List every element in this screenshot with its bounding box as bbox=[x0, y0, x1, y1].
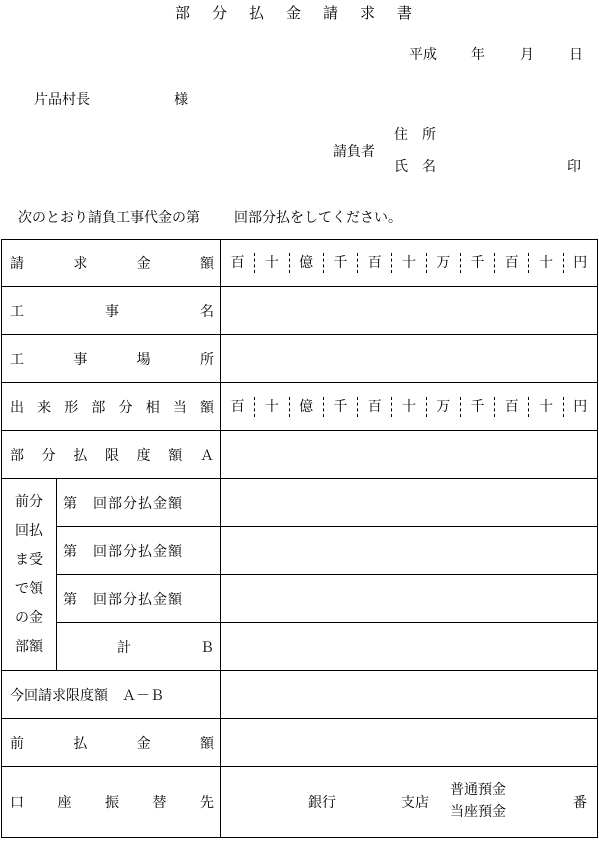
digit-box[interactable]: 十 bbox=[528, 397, 562, 417]
received-item-label bbox=[57, 493, 220, 513]
label-char: 相 bbox=[145, 399, 160, 416]
label-char: Ａ bbox=[199, 447, 214, 464]
intro-text bbox=[18, 207, 402, 227]
digit-box[interactable]: 百 bbox=[357, 253, 391, 273]
label-char: 工 bbox=[10, 351, 24, 368]
digit-boxes-units bbox=[221, 397, 597, 417]
digit-box[interactable]: 万 bbox=[426, 253, 460, 273]
subtotal-letter: Ｂ bbox=[200, 639, 214, 656]
address-label: 住所 bbox=[394, 127, 450, 143]
label-char: 口 bbox=[10, 795, 24, 811]
row-work-name bbox=[2, 287, 598, 335]
amount-completed[interactable] bbox=[221, 383, 598, 431]
label-char: 金 bbox=[136, 256, 151, 272]
received-group-text bbox=[2, 488, 56, 662]
row-transfer bbox=[2, 767, 598, 838]
group-label-line: 回払 bbox=[15, 522, 43, 539]
field-work-site[interactable] bbox=[221, 335, 598, 383]
digit-box[interactable]: 百 bbox=[230, 255, 245, 271]
field-bank-account[interactable] bbox=[221, 767, 598, 838]
amount-received-1[interactable] bbox=[221, 479, 598, 527]
subtotal-label-wrap bbox=[57, 637, 220, 657]
amount-received-2[interactable] bbox=[221, 527, 598, 575]
contractor-label: 請負者 bbox=[333, 144, 375, 160]
digit-box[interactable]: 十 bbox=[528, 253, 562, 273]
label-char: 出 bbox=[10, 399, 24, 416]
row-advance bbox=[2, 719, 598, 767]
digit-box[interactable]: 円 bbox=[563, 253, 597, 273]
ordinary-deposit-label: 普通預金 bbox=[450, 782, 506, 798]
field-work-name[interactable] bbox=[221, 287, 598, 335]
label-char: 先 bbox=[200, 795, 214, 811]
label-char: 部 bbox=[91, 399, 106, 416]
digit-box[interactable]: 十 bbox=[391, 397, 425, 417]
bank-account-cell bbox=[221, 767, 597, 837]
date-month: 月 bbox=[520, 47, 534, 63]
digit-box[interactable]: 百 bbox=[230, 398, 245, 415]
work-site-label bbox=[2, 349, 220, 369]
label-claim-amount bbox=[2, 240, 221, 287]
label-char: 度 bbox=[136, 447, 151, 464]
digit-box[interactable]: 億 bbox=[289, 253, 323, 273]
amount-claim[interactable] bbox=[221, 240, 598, 287]
amount-limit-a[interactable] bbox=[221, 431, 598, 479]
row-completed-amount bbox=[2, 383, 598, 431]
label-char: 分 bbox=[118, 399, 133, 416]
current-deposit-label: 当座預金 bbox=[450, 804, 506, 820]
received-group-label bbox=[2, 479, 57, 671]
row-subtotal-b bbox=[2, 623, 598, 671]
received-item-label bbox=[57, 589, 220, 609]
group-label-line: ま受 bbox=[15, 551, 43, 568]
digit-box[interactable]: 千 bbox=[323, 253, 357, 273]
account-number-label: 番 bbox=[573, 795, 587, 811]
name-label: 氏名 bbox=[394, 159, 450, 175]
digit-box[interactable]: 百 bbox=[357, 397, 391, 417]
digit-boxes-units bbox=[221, 253, 597, 273]
label-char: 金 bbox=[136, 735, 151, 752]
group-label-line: 部額 bbox=[15, 638, 43, 655]
label-char: 事 bbox=[73, 351, 88, 368]
date-day: 日 bbox=[569, 47, 583, 63]
label-char: 限 bbox=[104, 447, 119, 464]
current-limit-label: 今回請求限度額 Ａ－Ｂ bbox=[10, 687, 164, 704]
received-item-text: 第 回部分払金額 bbox=[63, 591, 183, 608]
label-char: 場 bbox=[136, 351, 151, 368]
row-received-1 bbox=[2, 479, 598, 527]
addressee-name: 片品村長 bbox=[34, 92, 90, 108]
completed-amount-label bbox=[2, 397, 220, 417]
group-label-line: 前分 bbox=[15, 493, 43, 510]
group-label-line: で領 bbox=[15, 580, 43, 597]
digit-box[interactable]: 円 bbox=[563, 397, 597, 417]
claim-amount-label bbox=[2, 253, 220, 273]
addressee bbox=[34, 89, 188, 109]
amount-subtotal-b[interactable] bbox=[221, 623, 598, 671]
digit-box[interactable]: 千 bbox=[460, 253, 494, 273]
label-char: 当 bbox=[172, 399, 187, 416]
label-char: 額 bbox=[199, 256, 214, 272]
amount-current-limit[interactable] bbox=[221, 671, 598, 719]
claim-form-table bbox=[1, 239, 598, 838]
label-char: 振 bbox=[105, 795, 119, 811]
label-char: 名 bbox=[200, 303, 214, 320]
label-char: 部 bbox=[10, 447, 24, 464]
row-claim-amount bbox=[2, 240, 598, 287]
received-item-label bbox=[57, 541, 220, 561]
group-label-line: の金 bbox=[15, 609, 43, 626]
label-char: 形 bbox=[64, 399, 79, 416]
amount-advance[interactable] bbox=[221, 719, 598, 767]
label-char: 前 bbox=[10, 735, 24, 752]
document-title: 部分払金請求書 bbox=[174, 4, 434, 22]
honorific: 様 bbox=[174, 92, 188, 108]
work-name-label bbox=[2, 301, 220, 321]
label-char: 工 bbox=[10, 303, 24, 320]
digit-box[interactable]: 百 bbox=[494, 253, 528, 273]
label-char: 請 bbox=[10, 256, 24, 272]
label-char: 替 bbox=[152, 795, 167, 811]
branch-label: 支店 bbox=[401, 795, 429, 811]
label-char: 座 bbox=[57, 795, 72, 811]
label-char: 求 bbox=[73, 256, 88, 272]
label-char: 来 bbox=[37, 399, 52, 416]
label-char: 事 bbox=[105, 303, 119, 320]
subtotal-label: 計 bbox=[117, 639, 131, 656]
digit-box[interactable]: 万 bbox=[426, 397, 460, 417]
seal-mark: 印 bbox=[567, 159, 581, 175]
digit-box[interactable]: 千 bbox=[460, 397, 494, 417]
label-char: 額 bbox=[199, 399, 214, 416]
digit-box[interactable]: 百 bbox=[494, 397, 528, 417]
digit-box[interactable]: 十 bbox=[254, 397, 288, 417]
date-line bbox=[409, 44, 583, 64]
row-received-2 bbox=[2, 527, 598, 575]
transfer-label bbox=[2, 792, 220, 812]
row-received-3 bbox=[2, 575, 598, 623]
digit-box[interactable]: 十 bbox=[391, 253, 425, 273]
label-char: 分 bbox=[41, 447, 56, 464]
label-char: 払 bbox=[73, 447, 88, 464]
label-char: 所 bbox=[199, 351, 214, 368]
bank-label: 銀行 bbox=[308, 795, 336, 811]
row-current-limit bbox=[2, 671, 598, 719]
label-char: 額 bbox=[168, 447, 183, 464]
label-char: 払 bbox=[73, 735, 88, 752]
received-item-text: 第 回部分払金額 bbox=[63, 543, 183, 560]
date-year: 年 bbox=[471, 47, 485, 63]
row-work-site bbox=[2, 335, 598, 383]
amount-received-3[interactable] bbox=[221, 575, 598, 623]
intro-before: 次のとおり請負工事代金の第 bbox=[18, 210, 200, 226]
label-char: 額 bbox=[199, 735, 214, 752]
advance-label bbox=[2, 733, 220, 753]
digit-box[interactable]: 十 bbox=[254, 253, 288, 273]
digit-box[interactable]: 千 bbox=[323, 397, 357, 417]
digit-box[interactable]: 億 bbox=[289, 397, 323, 417]
received-item-text: 第 回部分払金額 bbox=[63, 495, 183, 512]
intro-after: 回部分払をしてください。 bbox=[234, 210, 402, 226]
limit-a-label bbox=[2, 445, 220, 465]
row-limit-a bbox=[2, 431, 598, 479]
date-era: 平成 bbox=[409, 47, 437, 63]
